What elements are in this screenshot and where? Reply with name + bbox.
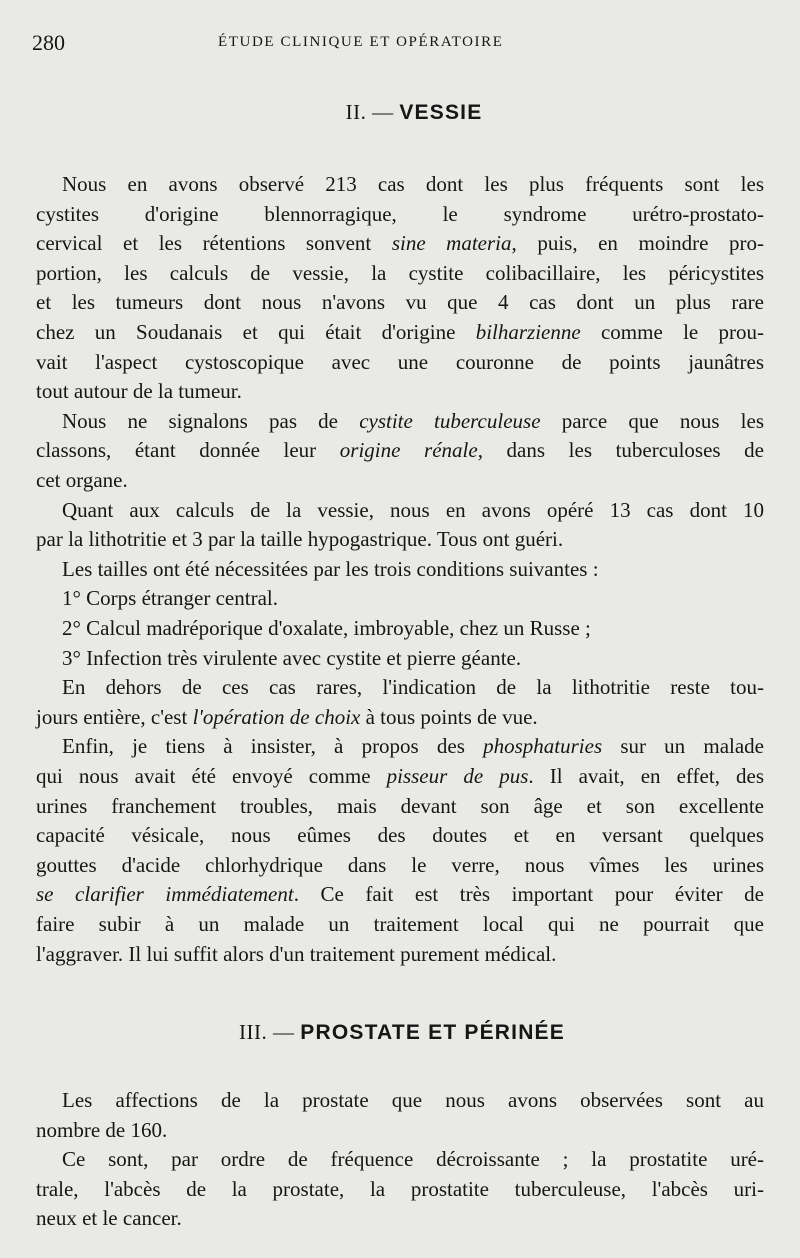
text-line [36, 318, 764, 348]
text-line [36, 466, 764, 496]
section-title: VESSIE [399, 101, 483, 124]
text-line [36, 259, 764, 289]
text-line [62, 614, 591, 644]
text-line [36, 762, 764, 792]
text-line [36, 1204, 764, 1234]
text-run: nombre de 160. [36, 1117, 168, 1142]
text-run: chez un Soudanais et qui était d'origine [36, 320, 476, 344]
italic-phrase: origine rénale [339, 438, 478, 463]
text-run: qui nous avait été envoyé comme [36, 764, 387, 788]
text-run: l'aggraver. Il lui suffit alors d'un traitement purement médical. [36, 941, 557, 966]
text-line [36, 525, 764, 555]
text-line [36, 377, 764, 407]
text-run: 3° Infection très virulente avec cystite et pierre géante. [62, 645, 522, 670]
text-line [36, 910, 764, 940]
section-title: PROSTATE ET PÉRINÉE [300, 1021, 565, 1044]
page-number: 280 [32, 30, 65, 55]
text-run: par la lithotritie et 3 par la taille hypogastrique. Tous ont guéri. [36, 527, 564, 552]
text-line [62, 673, 764, 703]
text-run: , puis, en moindre pro- [511, 231, 764, 256]
text-line [62, 496, 764, 526]
text-run: . Il avait, en effet, des [528, 764, 764, 788]
text-run: . Ce fait est très important pour éviter de [293, 882, 764, 907]
running-head [32, 30, 760, 60]
text-run: classons, étant donnée leur [36, 438, 340, 463]
text-run: Nous en avons observé 213 cas dont les plus fréquents sont les [62, 172, 764, 196]
text-run: portion, les calculs de vessie, la cystite colibacillaire, les péricystites [36, 260, 764, 285]
italic-phrase: cystite tuberculeuse [359, 408, 541, 433]
text-line [36, 1175, 764, 1205]
text-run: gouttes d'acide chlorhydrique dans le verre, nous vîmes les urines [36, 852, 764, 877]
text-run: trale, l'abcès de la prostate, la prostatite tuberculeuse, l'abcès uri- [36, 1176, 764, 1201]
text-run: Les tailles ont été nécessitées par les trois conditions suivantes : [62, 556, 599, 581]
italic-phrase: l'opération de choix [192, 704, 361, 729]
section-number: II. — [345, 100, 394, 124]
text-run: tout autour de la tumeur. [36, 379, 242, 404]
text-line [36, 288, 764, 318]
text-run: Nous ne signalons pas de [62, 408, 360, 433]
section-heading-vessie [0, 100, 800, 125]
text-run: urines franchement troubles, mais devant son âge et son excellente [36, 793, 764, 818]
text-run: 1° Corps étranger central. [62, 586, 278, 611]
text-run: Enfin, je tiens à insister, à propos des [62, 734, 484, 759]
text-run: cystites d'origine blennorragique, le syndrome urétro-prostato- [36, 201, 764, 226]
italic-phrase: phosphaturies [483, 734, 603, 759]
text-run: En dehors de ces cas rares, l'indication de la lithotritie reste tou- [62, 675, 764, 700]
italic-phrase: pisseur de pus [386, 764, 529, 788]
text-run: sur un malade [602, 734, 764, 759]
text-line [62, 584, 278, 614]
text-line [36, 229, 764, 259]
section-heading-prostate [0, 1020, 800, 1045]
text-run: Ce sont, par ordre de fréquence décroissante ; la prostatite uré- [62, 1147, 764, 1172]
text-run: jours entière, c'est [36, 704, 193, 729]
text-line [36, 880, 764, 910]
text-run: et les tumeurs dont nous n'avons vu que 4 cas dont un plus rare [36, 290, 764, 315]
text-run: neux et le cancer. [36, 1206, 182, 1231]
text-run: , dans les tuberculoses de [477, 438, 764, 463]
running-title: ÉTUDE CLINIQUE ET OPÉRATOIRE [218, 34, 504, 50]
text-line [36, 792, 764, 822]
text-line [62, 732, 764, 762]
text-line [36, 1116, 764, 1146]
italic-phrase: bilharzienne [475, 320, 581, 344]
text-line [62, 555, 764, 585]
text-line [62, 644, 521, 674]
text-run: parce que nous les [540, 408, 765, 433]
text-run: 2° Calcul madréporique d'oxalate, imbroyable, chez un Russe ; [62, 616, 591, 640]
text-run: cervical et les rétentions sonvent [36, 231, 392, 256]
text-line [36, 348, 764, 378]
text-run: capacité vésicale, nous eûmes des doutes et en versant quelques [36, 823, 764, 848]
text-run: à tous points de vue. [360, 704, 538, 729]
text-run: vait l'aspect cystoscopique avec une couronne de points jaunâtres [36, 349, 764, 374]
text-line [62, 170, 764, 200]
italic-phrase: sine materia [391, 231, 512, 256]
text-run: comme le prou- [580, 320, 764, 344]
section-number: III. — [239, 1020, 295, 1044]
text-line [36, 851, 764, 881]
text-line [62, 1086, 764, 1116]
text-line [36, 821, 764, 851]
text-run: Quant aux calculs de la vessie, nous en avons opéré 13 cas dont 10 [62, 497, 764, 522]
text-line [36, 200, 764, 230]
text-run: Les affections de la prostate que nous avons observées sont au [62, 1088, 764, 1112]
text-line [36, 703, 764, 733]
text-run: cet organe. [36, 468, 128, 492]
text-line [36, 436, 764, 466]
text-line [62, 407, 764, 437]
text-run: faire subir à un malade un traitement local qui ne pourrait que [36, 912, 764, 936]
text-line [62, 1145, 764, 1175]
italic-phrase: se clarifier immédiatement [36, 882, 294, 907]
text-line [36, 940, 764, 970]
